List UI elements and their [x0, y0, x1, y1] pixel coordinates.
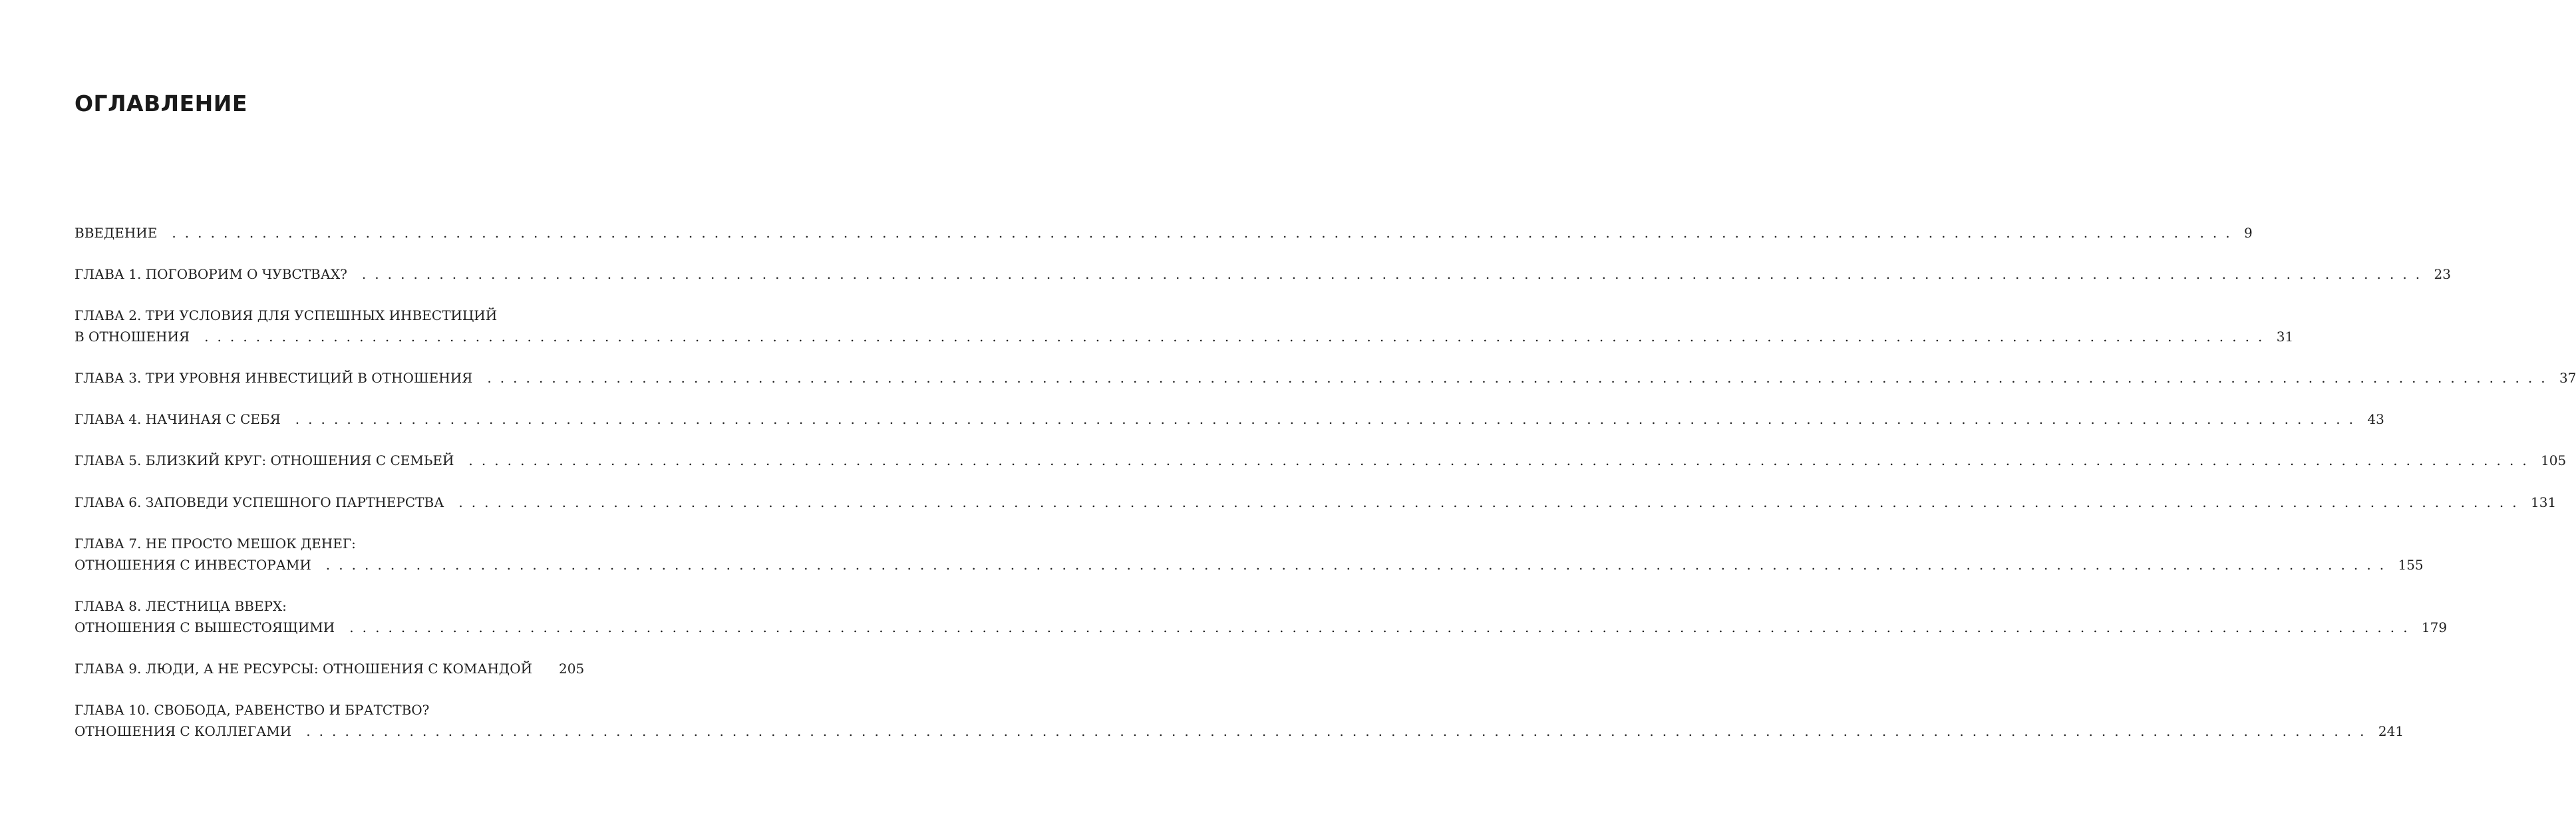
entry-title: ГЛАВА 2. ТРИ УСЛОВИЯ ДЛЯ УСПЕШНЫХ ИНВЕСТИЦИЙ	[75, 307, 498, 323]
toc-entry[interactable]	[75, 305, 2294, 347]
entry-title: ГЛАВА 3. ТРИ УРОВНЯ ИНВЕСТИЦИЙ В ОТНОШЕНИЯ	[75, 370, 473, 386]
toc-line	[75, 326, 2294, 347]
dot-leader: . . . . . . . . . . . . . . . . . . . . . . . . . . . . . . . . . . . . . . . . . . . . . . . . . . . . . . . . . . . . . . . . . . . . . . . . . . . . . . . . . . . . . . . . . . . . . . . . . . . . . . . . . . . . . . . . . . . . . . . . . . . . . . . . . . . . . . . . . . . . . . . . . . . . . . . . . . . . . . . .	[349, 619, 2410, 635]
page-number: 23	[2434, 266, 2451, 282]
page-title: ОГЛАВЛЕНИЕ	[75, 90, 247, 116]
toc-entry[interactable]	[75, 595, 2448, 638]
entry-title: ГЛАВА 8. ЛЕСТНИЦА ВВЕРХ:	[75, 598, 287, 614]
entry-title: ГЛАВА 7. НЕ ПРОСТО МЕШОК ДЕНЕГ:	[75, 536, 356, 552]
toc-line	[75, 409, 2384, 430]
page-number: 131	[2531, 494, 2557, 510]
toc-line	[75, 222, 2253, 244]
toc-line-continued	[75, 533, 562, 554]
entry-title: ГЛАВА 5. БЛИЗКИЙ КРУГ: ОТНОШЕНИЯ С СЕМЬЕЙ	[75, 452, 454, 468]
toc-line	[75, 721, 2404, 742]
toc-line	[75, 367, 2576, 389]
page-number: 155	[2398, 557, 2424, 573]
entry-title: ГЛАВА 1. ПОГОВОРИМ О ЧУВСТВАХ?	[75, 266, 347, 282]
toc-entry[interactable]	[75, 409, 2384, 430]
page-number: 37	[2559, 370, 2576, 386]
entry-title: ГЛАВА 4. НАЧИНАЯ С СЕБЯ	[75, 411, 281, 427]
entry-title: ГЛАВА 6. ЗАПОВЕДИ УСПЕШНОГО ПАРТНЕРСТВА	[75, 494, 444, 510]
toc-entry[interactable]	[75, 492, 2557, 513]
entry-title: ОТНОШЕНИЯ С ВЫШЕСТОЯЩИМИ	[75, 619, 335, 635]
toc-line-continued	[75, 305, 562, 326]
toc-line	[75, 492, 2557, 513]
toc-entry[interactable]	[75, 367, 2576, 389]
entry-title: ГЛАВА 10. СВОБОДА, РАВЕНСТВО И БРАТСТВО?	[75, 702, 430, 718]
toc-line	[75, 658, 585, 679]
toc-entry[interactable]	[75, 263, 2451, 285]
dot-leader: . . . . . . . . . . . . . . . . . . . . . . . . . . . . . . . . . . . . . . . . . . . . . . . . . . . . . . . . . . . . . . . . . . . . . . . . . . . . . . . . . . . . . . . . . . . . . . . . . . . . . . . . . . . . . . . . . . . . . . . . . . . . . . . . . . . . . . . . . . . . . . . . . . . . . . . . . . . . . . . .	[487, 370, 2547, 386]
toc-line-continued	[75, 595, 562, 617]
entry-title: ГЛАВА 9. ЛЮДИ, А НЕ РЕСУРСЫ: ОТНОШЕНИЯ С КОМАНДОЙ	[75, 661, 533, 677]
page-number: 179	[2421, 619, 2448, 635]
dot-leader: . . . . . . . . . . . . . . . . . . . . . . . . . . . . . . . . . . . . . . . . . . . . . . . . . . . . . . . . . . . . . . . . . . . . . . . . . . . . . . . . . . . . . . . . . . . . . . . . . . . . . . . . . . . . . . . . . . . . . . . . . . . . . . . . . . . . . . . . . . . . . . . . . . . . . . . . . . . . . . . .	[458, 494, 2519, 510]
entry-title: В ОТНОШЕНИЯ	[75, 329, 190, 345]
dot-leader: . . . . . . . . . . . . . . . . . . . . . . . . . . . . . . . . . . . . . . . . . . . . . . . . . . . . . . . . . . . . . . . . . . . . . . . . . . . . . . . . . . . . . . . . . . . . . . . . . . . . . . . . . . . . . . . . . . . . . . . . . . . . . . . . . . . . . . . . . . . . . . . . . . . . . . . . . . . . . . . .	[172, 225, 2233, 241]
dot-leader: . . . . . . . . . . . . . . . . . . . . . . . . . . . . . . . . . . . . . . . . . . . . . . . . . . . . . . . . . . . . . . . . . . . . . . . . . . . . . . . . . . . . . . . . . . . . . . . . . . . . . . . . . . . . . . . . . . . . . . . . . . . . . . . . . . . . . . . . . . . . . . . . . . . . . . . . . . . . . . . .	[306, 723, 2366, 739]
page-number: 205	[559, 661, 585, 677]
dot-leader: . . . . . . . . . . . . . . . . . . . . . . . . . . . . . . . . . . . . . . . . . . . . . . . . . . . . . . . . . . . . . . . . . . . . . . . . . . . . . . . . . . . . . . . . . . . . . . . . . . . . . . . . . . . . . . . . . . . . . . . . . . . . . . . . . . . . . . . . . . . . . . . . . . . . . . . . . . . . . . . .	[325, 557, 2386, 573]
toc-line	[75, 450, 2567, 471]
page-number: 9	[2244, 225, 2253, 241]
toc-entry[interactable]	[75, 658, 585, 679]
toc-entry[interactable]	[75, 533, 2424, 576]
toc-entry[interactable]	[75, 450, 2567, 471]
toc-line	[75, 617, 2448, 638]
page-number: 31	[2276, 329, 2294, 345]
page-number: 43	[2367, 411, 2384, 427]
toc-line	[75, 554, 2424, 576]
dot-leader: . . . . . . . . . . . . . . . . . . . . . . . . . . . . . . . . . . . . . . . . . . . . . . . . . . . . . . . . . . . . . . . . . . . . . . . . . . . . . . . . . . . . . . . . . . . . . . . . . . . . . . . . . . . . . . . . . . . . . . . . . . . . . . . . . . . . . . . . . . . . . . . . . . . . . . . . . . . . . . . .	[468, 452, 2529, 468]
dot-leader: . . . . . . . . . . . . . . . . . . . . . . . . . . . . . . . . . . . . . . . . . . . . . . . . . . . . . . . . . . . . . . . . . . . . . . . . . . . . . . . . . . . . . . . . . . . . . . . . . . . . . . . . . . . . . . . . . . . . . . . . . . . . . . . . . . . . . . . . . . . . . . . . . . . . . . . . . . . . . . . .	[295, 411, 2356, 427]
toc-line-continued	[75, 699, 562, 721]
page-number: 241	[2378, 723, 2404, 739]
dot-leader: . . . . . . . . . . . . . . . . . . . . . . . . . . . . . . . . . . . . . . . . . . . . . . . . . . . . . . . . . . . . . . . . . . . . . . . . . . . . . . . . . . . . . . . . . . . . . . . . . . . . . . . . . . . . . . . . . . . . . . . . . . . . . . . . . . . . . . . . . . . . . . . . . . . . . . . . . . . . . . . .	[204, 329, 2265, 345]
dot-leader: . . . . . . . . . . . . . . . . . . . . . . . . . . . . . . . . . . . . . . . . . . . . . . . . . . . . . . . . . . . . . . . . . . . . . . . . . . . . . . . . . . . . . . . . . . . . . . . . . . . . . . . . . . . . . . . . . . . . . . . . . . . . . . . . . . . . . . . . . . . . . . . . . . . . . . . . . . . . . . . .	[361, 266, 2422, 282]
entry-title: ВВЕДЕНИЕ	[75, 225, 158, 241]
toc-line	[75, 263, 2451, 285]
entry-title: ОТНОШЕНИЯ С КОЛЛЕГАМИ	[75, 723, 292, 739]
toc-entry[interactable]	[75, 222, 2253, 244]
toc-entry[interactable]	[75, 699, 2404, 742]
entry-title: ОТНОШЕНИЯ С ИНВЕСТОРАМИ	[75, 557, 311, 573]
page-number: 105	[2541, 452, 2567, 468]
